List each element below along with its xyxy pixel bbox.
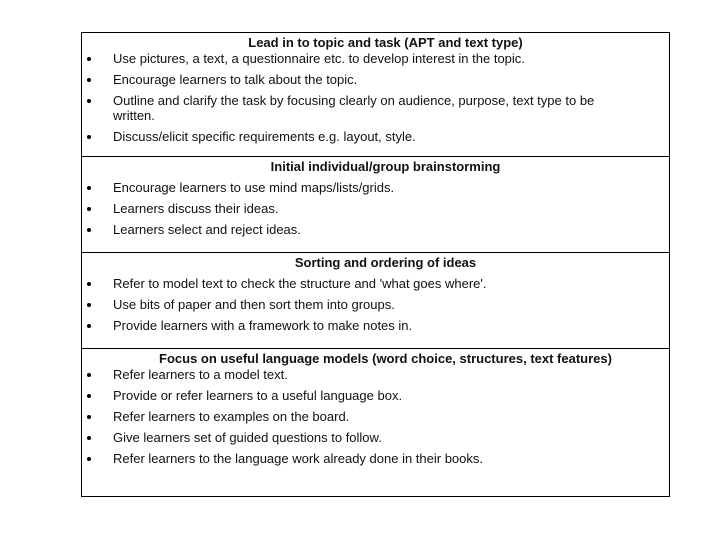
bullet-icon (87, 78, 91, 82)
list-item: Give learners set of guided questions to follow. (82, 430, 633, 445)
bullet-list (82, 276, 669, 333)
section-heading: Initial individual/group brainstorming (270, 159, 501, 174)
section-brainstorming (82, 156, 669, 252)
bullet-icon (87, 135, 91, 139)
bullet-list (82, 367, 669, 466)
bullet-icon (87, 324, 91, 328)
writing-process-table (81, 32, 670, 497)
bullet-list (82, 51, 669, 144)
bullet-icon (87, 457, 91, 461)
list-item: Refer to model text to check the structure and 'what goes where'. (82, 276, 633, 291)
list-item: Use bits of paper and then sort them into groups. (82, 297, 633, 312)
list-item: Refer learners to the language work already done in their books. (82, 451, 633, 466)
list-item: Learners discuss their ideas. (82, 201, 633, 216)
bullet-icon (87, 99, 91, 103)
list-item: Use pictures, a text, a questionnaire etc. to develop interest in the topic. (82, 51, 633, 66)
list-item: Discuss/elicit specific requirements e.g. layout, style. (82, 129, 633, 144)
bullet-icon (87, 436, 91, 440)
bullet-icon (87, 303, 91, 307)
section-heading: Focus on useful language models (word choice, structures, text features) (159, 351, 612, 366)
section-lead-in (82, 33, 669, 156)
list-item: Outline and clarify the task by focusing clearly on audience, purpose, text type to be written. (82, 93, 633, 123)
bullet-icon (87, 57, 91, 61)
list-item: Encourage learners to use mind maps/lists/grids. (82, 180, 633, 195)
bullet-list (82, 180, 669, 237)
section-heading: Lead in to topic and task (APT and text type) (248, 35, 523, 50)
list-item: Refer learners to a model text. (82, 367, 633, 382)
bullet-icon (87, 228, 91, 232)
bullet-icon (87, 415, 91, 419)
list-item: Encourage learners to talk about the topic. (82, 72, 633, 87)
list-item: Provide learners with a framework to make notes in. (82, 318, 633, 333)
section-heading: Sorting and ordering of ideas (294, 255, 477, 270)
bullet-icon (87, 373, 91, 377)
bullet-icon (87, 282, 91, 286)
section-language-models (82, 348, 669, 498)
list-item: Refer learners to examples on the board. (82, 409, 633, 424)
list-item: Provide or refer learners to a useful language box. (82, 388, 633, 403)
section-sorting (82, 252, 669, 348)
bullet-icon (87, 394, 91, 398)
bullet-icon (87, 186, 91, 190)
list-item: Learners select and reject ideas. (82, 222, 633, 237)
bullet-icon (87, 207, 91, 211)
